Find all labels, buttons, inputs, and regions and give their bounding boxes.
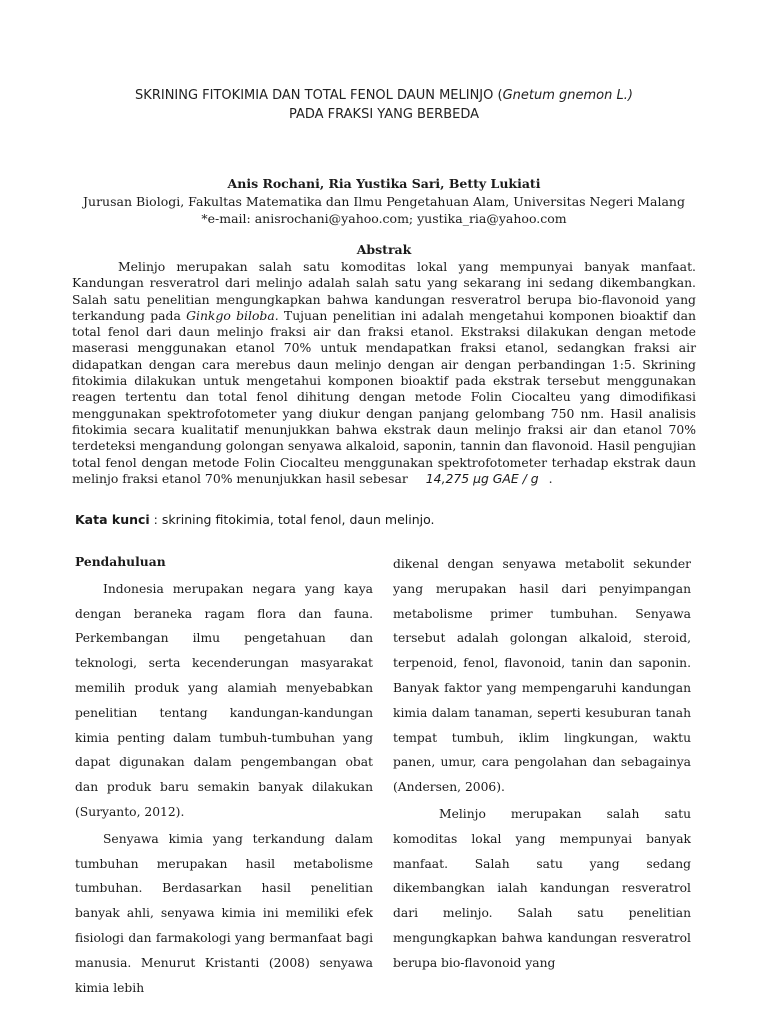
abstract-end: . xyxy=(548,470,553,486)
keywords-text: : skrining fitokimia, total fenol, daun melinjo. xyxy=(149,512,435,527)
keywords-label: Kata kunci xyxy=(75,512,150,527)
abstract-heading: Abstrak xyxy=(356,242,412,257)
right-paragraph-1: dikenal dengan senyawa metabolit sekunder yang merupakan hasil dari penyimpangan metabolisme primer tumbuhan. Senyawa tersebut adalah golongan alkaloid, steroid, terpenoid, fenol, flavonoid, tanin dan saponin. Banyak faktor yang mempengaruhi kandungan kimia dalam tanaman, seperti kesuburan tanah tempat tumbuh, iklim lingkungan, waktu panen, umur, cara pengolahan dan sebagainya (Andersen, 2006). xyxy=(393,557,691,795)
affiliation-block xyxy=(60,193,708,227)
email-line: *e-mail: anisrochani@yahoo.com; yustika_ria@yahoo.com xyxy=(201,211,567,226)
left-paragraph-1: Indonesia merupakan negara yang kaya dengan beraneka ragam flora dan fauna. Perkembangan ilmu pengetahuan dan teknologi, serta kecenderungan masyarakat memilih produk yang alamiah menyebabkan penelitian tentang kandungan-kandungan kimia penting dalam tumbuh-tumbuhan yang dapat digunakan dalam pengembangan obat dan produk baru semakin banyak dilakukan (Suryanto, 2012). xyxy=(75,581,373,819)
title-line2: PADA FRAKSI YANG BERBEDA xyxy=(288,107,480,122)
abstract-italic: Ginkgo biloba. xyxy=(186,307,279,323)
abstract-part2: Tujuan penelitian ini adalah mengetahui komponen bioaktif dan total fenol dari daun melinjo fraksi air dan fraksi etanol. Ekstraksi dilakukan dengan metode maserasi menggunakan etanol 70% untuk mendapatkan fraksi etanol, sedangkan fraksi air didapatkan dengan cara merebus daun melinjo dengan air dengan perbandingan 1:5. Skrining fitokimia dilakukan untuk mengetahui komponen bioaktif pada ekstrak tersebut menggunakan reagen tertentu dan total fenol dihitung dengan metode Folin Ciocalteu yang dimodifikasi menggunakan spektrofotometer yang diukur dengan panjang gelombang 750 nm. Hasil analisis fitokimia secara kualitatif menunjukkan bahwa ekstrak daun melinjo fraksi air dan etanol 70% terdeteksi mengandung golongan senyawa alkaloid, saponin, tannin dan flavonoid. Hasil pengujian total fenol dengan metode Folin Ciocalteu menggunakan spektrofotometer terhadap ekstrak daun melinjo fraksi etanol 70% menunjukkan hasil sebesar xyxy=(72,307,696,486)
abstract-part1: Melinjo merupakan salah satu komoditas lokal yang mempunyai banyak manfaat. Kandungan resveratrol dari melinjo adalah salah satu yang sekarang ini sedang dikembangkan. Salah satu penelitian mengungkapkan bahwa kandungan resveratrol berupa bio-flavonoid yang terkandung pada xyxy=(72,259,696,323)
left-column xyxy=(75,550,373,1000)
keywords xyxy=(75,512,695,527)
section-heading: Pendahuluan xyxy=(75,554,166,569)
authors: Anis Rochani, Ria Yustika Sari, Betty Lukiati xyxy=(227,176,541,191)
abstract-value: 14,275 μg GAE / g xyxy=(425,470,539,486)
title-line1-main: SKRINING FITOKIMIA DAN TOTAL FENOL DAUN MELINJO ( xyxy=(135,88,503,103)
right-column xyxy=(393,552,691,976)
abstract-body xyxy=(72,259,696,487)
left-paragraph-2: Senyawa kimia yang terkandung dalam tumbuhan merupakan hasil metabolisme tumbuhan. Berdasarkan hasil penelitian banyak ahli, senyawa kimia ini memiliki efek fisiologi dan farmakologi yang bermanfaat bagi manusia. Menurut Kristanti (2008) senyawa kimia lebih xyxy=(75,831,373,995)
right-paragraph-2: Melinjo merupakan salah satu komoditas lokal yang mempunyai banyak manfaat. Salah satu yang sedang dikembangkan ialah kandungan resveratrol dari melinjo. Salah satu penelitian mengungkapkan bahwa kandungan resveratrol berupa bio-flavonoid yang xyxy=(393,806,691,970)
affiliation: Jurusan Biologi, Fakultas Matematika dan Ilmu Pengetahuan Alam, Universitas Negeri Malang xyxy=(83,194,685,209)
title-line1-italic: Gnetum gnemon L.) xyxy=(502,88,633,103)
paper-title xyxy=(60,86,708,124)
